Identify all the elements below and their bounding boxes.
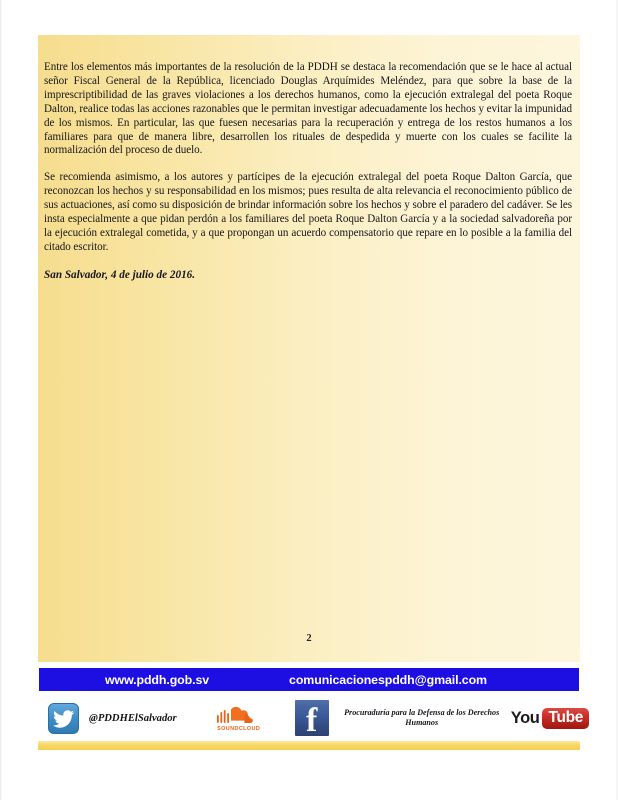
scan-edge-left xyxy=(0,0,2,800)
email-address[interactable]: comunicacionespddh@gmail.com xyxy=(289,672,487,687)
twitter-icon[interactable] xyxy=(48,703,79,734)
soundcloud-icon[interactable] xyxy=(213,705,265,732)
footer-gold-bar xyxy=(38,741,580,750)
website-url[interactable]: www.pddh.gob.sv xyxy=(105,672,210,687)
paragraph-1: Entre los elementos más importantes de la resolución de la PDDH se destaca la recomendación que se le hace al actual señor Fiscal General de la República, licenciado Douglas Arquímides Meléndez, para que sobre la base de la imprescriptibilidad de las graves violaciones a los derechos humanos, como la ejecución extralegal del poeta Roque Dalton, realice todas las acciones razonables que le permitan investigar adecuadamente los hechos y evitar la impunidad de los mismos. En particular, las que fuesen necesarias para la recuperación y entrega de los restos humanos a los familiares para que de manera libre, desarrollen los rituales de despedida y muerte con los cuales se facilite la normalización del proceso de duelo. xyxy=(44,61,572,157)
facebook-f-glyph: f xyxy=(306,702,318,739)
page-footer xyxy=(38,665,584,751)
youtube-icon[interactable] xyxy=(511,708,589,729)
youtube-you-text: You xyxy=(510,708,540,727)
footer-social-row xyxy=(38,694,584,742)
document-body-text xyxy=(44,61,572,282)
footer-contact-bar xyxy=(39,668,579,691)
soundcloud-label: SOUNDCLOUD xyxy=(217,725,261,732)
facebook-page-name[interactable]: Procuraduría para la Defensa de los Derechos Humanos xyxy=(344,707,500,727)
page-number: 2 xyxy=(306,633,312,644)
signature-line: San Salvador, 4 de julio de 2016. xyxy=(44,268,196,281)
twitter-handle[interactable]: @PDDHElSalvador xyxy=(89,712,177,724)
facebook-icon[interactable] xyxy=(295,700,329,739)
paragraph-2: Se recomienda asimismo, a los autores y partícipes de la ejecución extralegal del poeta Roque Dalton García, que reconozcan los hechos y su responsabilidad en los mismos; pues resulta de alta relevancia el reconocimiento público de sus actuaciones, así como su disposición de brindar información sobre los hechos y sobre el paradero del cadáver. Se les insta especialmente a que pidan perdón a los familiares del poeta Roque Dalton García y a la sociedad salvadoreña por la ejecución extralegal cometida, y a que propongan un acuerdo compensatorio que repare en lo posible a la familia del citado escritor. xyxy=(44,171,572,253)
youtube-tube-badge: Tube xyxy=(542,708,589,729)
document-content-block xyxy=(38,35,580,662)
